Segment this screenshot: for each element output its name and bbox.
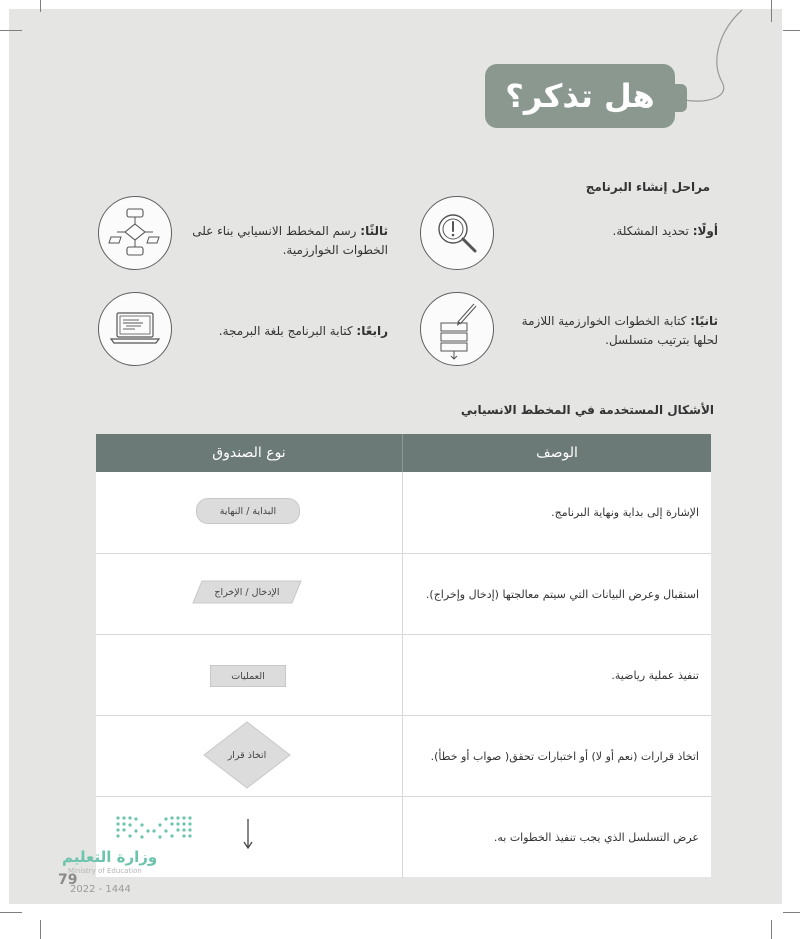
step-3-ordinal: ثالثًا: xyxy=(360,224,388,238)
table-row xyxy=(96,472,711,553)
row-description: اتخاذ قرارات (نعم أو لا) أو اختبارات تحقق( صواب أو خطأ). xyxy=(430,750,699,763)
parallelogram-label: الإدخال / الإخراج xyxy=(214,586,280,598)
steps-heading: مراحل إنشاء البرنامج xyxy=(585,180,710,194)
step-4 xyxy=(180,322,388,341)
step-1-ordinal: أولًا: xyxy=(692,224,718,238)
page-number: 79 xyxy=(58,872,78,888)
shapes-heading: الأشكال المستخدمة في المخطط الانسيابي xyxy=(460,403,714,417)
terminal-shape: البداية / النهاية xyxy=(196,498,300,524)
step-2-ordinal: ثانيًا: xyxy=(690,314,718,328)
step-2 xyxy=(518,312,718,350)
step-1-text: تحديد المشكلة. xyxy=(612,224,693,238)
ministry-logo-icon xyxy=(40,810,205,850)
step-1 xyxy=(518,222,718,241)
step-3 xyxy=(180,222,388,260)
crop-mark xyxy=(783,912,800,913)
magnifier-exclamation-icon xyxy=(420,196,494,270)
step-3-text: رسم المخطط الانسيابي بناء على الخطوات الخوارزمية. xyxy=(192,224,388,258)
arrow-down-icon xyxy=(240,817,256,853)
step-4-ordinal: رابعًا: xyxy=(356,324,388,338)
decision-label: اتخاذ قرار xyxy=(227,749,267,761)
ministry-name-ar: وزارة التعليم xyxy=(62,848,158,866)
step-2-text: كتابة الخطوات الخوارزمية اللازمة لحلها بترتيب متسلسل. xyxy=(521,314,718,348)
table-row xyxy=(96,553,711,635)
column-divider xyxy=(402,472,403,553)
table-header xyxy=(96,434,711,472)
row-description: عرض التسلسل الذي يجب تنفيذ الخطوات به. xyxy=(493,831,699,844)
pencil-list-icon xyxy=(420,292,494,366)
crop-mark xyxy=(40,920,41,939)
table-row xyxy=(96,634,711,716)
decorative-curve xyxy=(680,0,770,110)
row-description: تنفيذ عملية رياضية. xyxy=(611,669,699,682)
column-divider xyxy=(402,797,403,878)
header-box-type: نوع الصندوق xyxy=(212,445,286,461)
row-description: الإشارة إلى بداية ونهاية البرنامج. xyxy=(551,506,699,519)
laptop-code-icon xyxy=(98,292,172,366)
ministry-name-en: Ministry of Education xyxy=(68,867,142,875)
year-label: 2022 - 1444 xyxy=(70,884,131,895)
process-shape: العمليات xyxy=(210,665,286,687)
crop-mark xyxy=(40,0,41,12)
crop-mark xyxy=(771,920,772,939)
header-description: الوصف xyxy=(536,445,578,461)
parallelogram-shape xyxy=(192,580,302,604)
crop-mark xyxy=(0,912,22,913)
row-description: استقبال وعرض البيانات التي سيتم معالجتها (إدخال وإخراج). xyxy=(425,588,699,601)
page-title: هل تذكر؟ xyxy=(485,64,675,128)
flowchart-icon xyxy=(98,196,172,270)
column-divider xyxy=(402,554,403,635)
step-4-text: كتابة البرنامج بلغة البرمجة. xyxy=(218,324,357,338)
crop-mark xyxy=(783,30,800,31)
column-divider xyxy=(402,716,403,797)
column-divider xyxy=(402,635,403,716)
decision-shape xyxy=(203,721,291,789)
crop-mark xyxy=(771,0,772,22)
table-row xyxy=(96,715,711,797)
crop-mark xyxy=(0,30,22,31)
header-divider xyxy=(402,434,403,472)
